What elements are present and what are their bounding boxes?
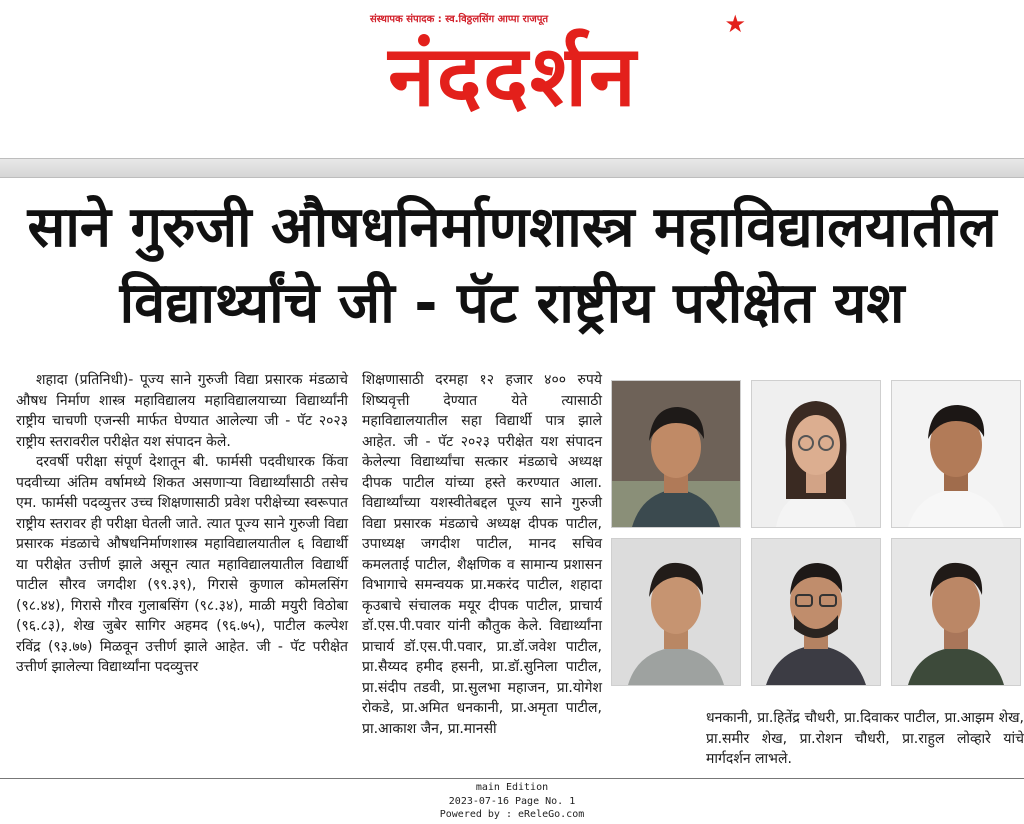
article-headline (0, 190, 1024, 342)
edition-label: main Edition (475, 782, 549, 793)
student-photo (611, 380, 741, 528)
date-page-label: 2023-07-16 Page No. 1 (448, 795, 576, 807)
article-paragraph: शिक्षणासाठी दरमहा १२ हजार ४०० रुपये शिष्यवृत्ती देण्यात येते त्यासाठी महाविद्यालयातील सहा विद्यार्थी पात्र झाले आहेत. जी - पॅट २०२३ परीक्षेत यश संपादन केलेल्या विद्यार्थ्यांचा सत्कार मंडळाचे अध्यक्ष दीपक पाटील यांच्या हस्ते करण्यात आला. विद्यार्थ्यांच्या यशस्वीतेबद्दल पूज्य साने गुरुजी विद्या प्रसारक मंडळाचे अध्यक्ष दीपक पाटील, उपाध्यक्ष जगदीश पाटील, मानद सचिव कमलताई पाटील, शैक्षणिक व सामान्य प्रशासन विभागाचे समन्वयक प्रा.मकरंद पाटील, शहादा कृउबाचे संचालक मयूर दीपक पाटील, प्राचार्य डॉ.एस.पी.पवार यांनी कौतुक केले. विद्यार्थ्यांना प्राचार्य डॉ.एस.पी.पवार, प्रा.डॉ.जवेश पाटील, प्रा.सैय्यद हमीद हसनी, प्रा.डॉ.सुनिला पाटील, प्रा.संदीप तडवी, प्रा.सुलभा महाजन, प्रा.योगेश रोकडे, प्रा.अमित धनकानी, प्रा.अमृता पाटील, प्रा.आकाश जैन, प्रा.मानसी (362, 372, 602, 737)
newspaper-name: नंददर्शन (388, 27, 638, 125)
newspaper-logo (268, 10, 758, 136)
article-column-1 (16, 370, 348, 678)
student-photo (751, 538, 881, 686)
article-paragraph: शहादा (प्रतिनिधी)- पूज्य साने गुरुजी विद्या प्रसारक मंडळाचे औषध निर्माण शास्त्र महाविद्यालय महाविद्यालयाच्या विद्यार्थ्यांनी राष्ट्रीय चाचणी एजन्सी मार्फत घेण्यात आलेल्या जी - पॅट २०२३ राष्ट्रीय स्तरावरील परीक्षेत यश संपादन केले. (16, 372, 348, 450)
student-photo (891, 380, 1021, 528)
news-clipping (0, 178, 1024, 778)
star-icon: ★ (724, 10, 748, 38)
powered-by-label: Powered by : eReleGo.com (439, 809, 585, 820)
article-paragraph: दरवर्षी परीक्षा संपूर्ण देशातून बी. फार्मसी पदवीधारक किंवा पदवीच्या अंतिम वर्षामध्ये शिकत असणाऱ्या विद्यार्थ्यांसाठी तसेच एम. फार्मसी पदव्युत्तर उच्च शिक्षणासाठी प्रवेश परीक्षेच्या स्वरूपात राष्ट्रीय स्तरावर ही परीक्षा घेतली जाते. त्यात पूज्य साने गुरुजी विद्या प्रसारक मंडळाचे औषधनिर्माणशास्त्र महाविद्यालयातील ६ विद्यार्थी या परीक्षेत उत्तीर्ण झाले असून त्यात महाविद्यालयातील विद्यार्थी पाटील सौरव जगदीश (९९.३९), गिरासे कुणाल कोमलसिंग (९८.४४), गिरासे गौरव गुलाबसिंग (९८.३४), माळी मयुरी विठोबा (९६.८३), शेख जुबेर सागिर अहमद (९६.७५), पाटील कल्पेश रविंद्र (९३.७७) मिळवून उत्तीर्ण झाले आहेत. जी - पॅट परीक्षेत उत्तीर्ण झालेल्या विद्यार्थ्यांना पदव्युत्तर (16, 454, 348, 675)
article-paragraph: धनकानी, प्रा.हितेंद्र चौधरी, प्रा.दिवाकर पाटील, प्रा.आझम शेख, प्रा.समीर शेख, प्रा.रोशन चौधरी, प्रा.राहुल लोव्हारे यांचे मार्गदर्शन लाभले. (706, 710, 1024, 767)
student-photo (891, 538, 1021, 686)
student-photo (751, 380, 881, 528)
founder-line: संस्थापक संपादक : स्व.विठ्ठलसिंग आप्पा राजपूत (370, 14, 549, 25)
article-column-3 (706, 708, 1024, 770)
masthead (0, 0, 1024, 158)
headline-line-2: विद्यार्थ्यांचे जी - पॅट राष्ट्रीय परीक्षेत यश (119, 271, 905, 336)
article-column-2 (362, 370, 602, 739)
page-footer (0, 781, 1024, 822)
separator-bar (0, 158, 1024, 178)
footer-divider (0, 778, 1024, 779)
headline-line-1: साने गुरुजी औषधनिर्माणशास्त्र महाविद्यालयातील (27, 195, 997, 260)
student-photo (611, 538, 741, 686)
student-photo-grid (611, 380, 1021, 692)
